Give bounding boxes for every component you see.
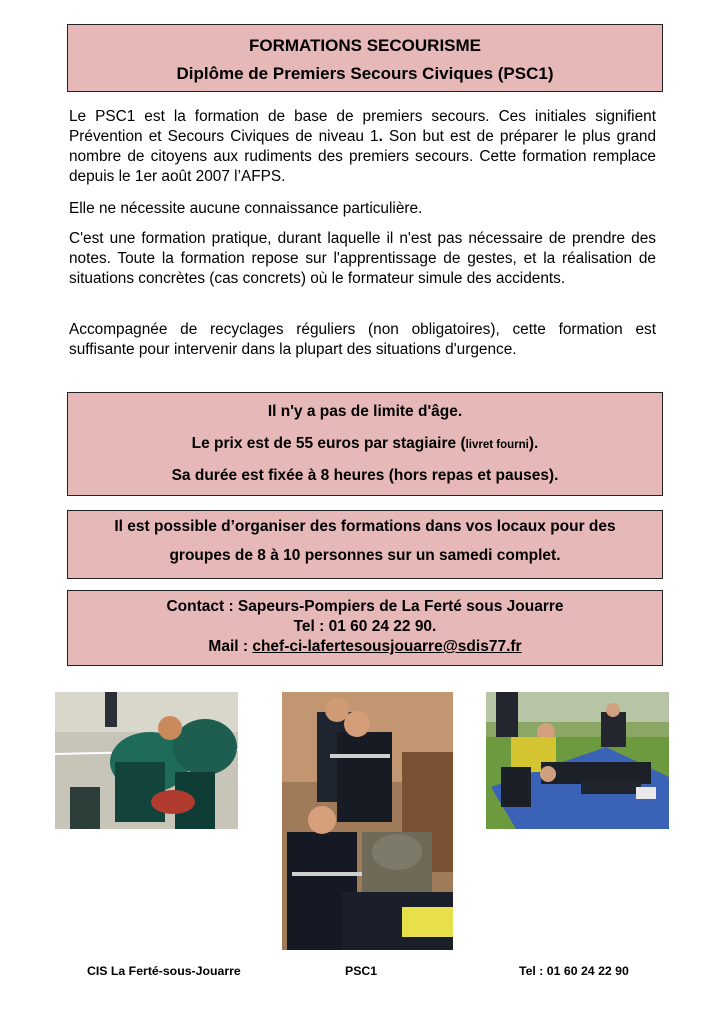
contact-box [67,590,663,666]
contact-phone: Tel : 01 60 24 22 90. [293,618,437,635]
paragraph-practical: C'est une formation pratique, durant laquelle il n'est pas nécessaire de prendre des notes. Toute la formation repose sur l'apprentissage de gestes, et la réalisation de situations concrètes (cas concrets) où le formateur simule des accidents. [69,230,656,287]
footer-course: PSC1 [345,964,378,978]
price-note: livret fourni [465,439,529,451]
local-training-box [67,510,663,579]
page-subtitle: Diplôme de Premiers Secours Civiques (PSC1) [176,64,554,83]
info-box [67,392,663,496]
price-info [68,435,662,453]
contact-mail [68,638,662,656]
paragraph-intro-part-b: Son but est de préparer le plus grand nombre de citoyens aux rudiments des premiers secours. Cette formation remplace depuis le 1er août 2007 l’AFPS. [69,128,656,185]
paragraph-intro-dot: . [378,128,383,145]
paragraph-intro [69,107,656,187]
duration-info: Sa durée est fixée à 8 heures (hors repas et pauses). [171,467,559,484]
photo-training-3 [486,692,669,829]
age-info: Il n'y a pas de limite d'âge. [267,403,463,420]
mail-label: Mail : [208,638,253,655]
title-box [67,24,663,92]
price-text: Le prix est de 55 euros par stagiaire ( [191,435,466,452]
mail-link[interactable]: chef-ci-lafertesousjouarre@sdis77.fr [252,638,522,655]
paragraph-recycling: Accompagnée de recyclages réguliers (non obligatoires), cette formation est suffisante pour intervenir dans la plupart des situations d'urgence. [69,321,656,358]
page-title: FORMATIONS SECOURISME [248,36,482,55]
photo-training-1 [55,692,238,829]
local-training-line-2: groupes de 8 à 10 personnes sur un samedi complet. [169,547,561,564]
footer-location: CIS La Ferté-sous-Jouarre [87,964,241,978]
footer-phone: Tel : 01 60 24 22 90 [519,964,629,978]
price-close: ). [528,435,539,452]
local-training-line-1: Il est possible d’organiser des formations dans vos locaux pour des [114,518,616,535]
photo-training-2 [282,692,453,950]
contact-line: Contact : Sapeurs-Pompiers de La Ferté sous Jouarre [166,598,564,615]
paragraph-requirements: Elle ne nécessite aucune connaissance particulière. [69,200,423,217]
paragraph-intro-part-a: Le PSC1 est la formation de base de premiers secours. Ces initiales signifient Prévention et Secours Civiques de niveau 1 [69,108,656,145]
